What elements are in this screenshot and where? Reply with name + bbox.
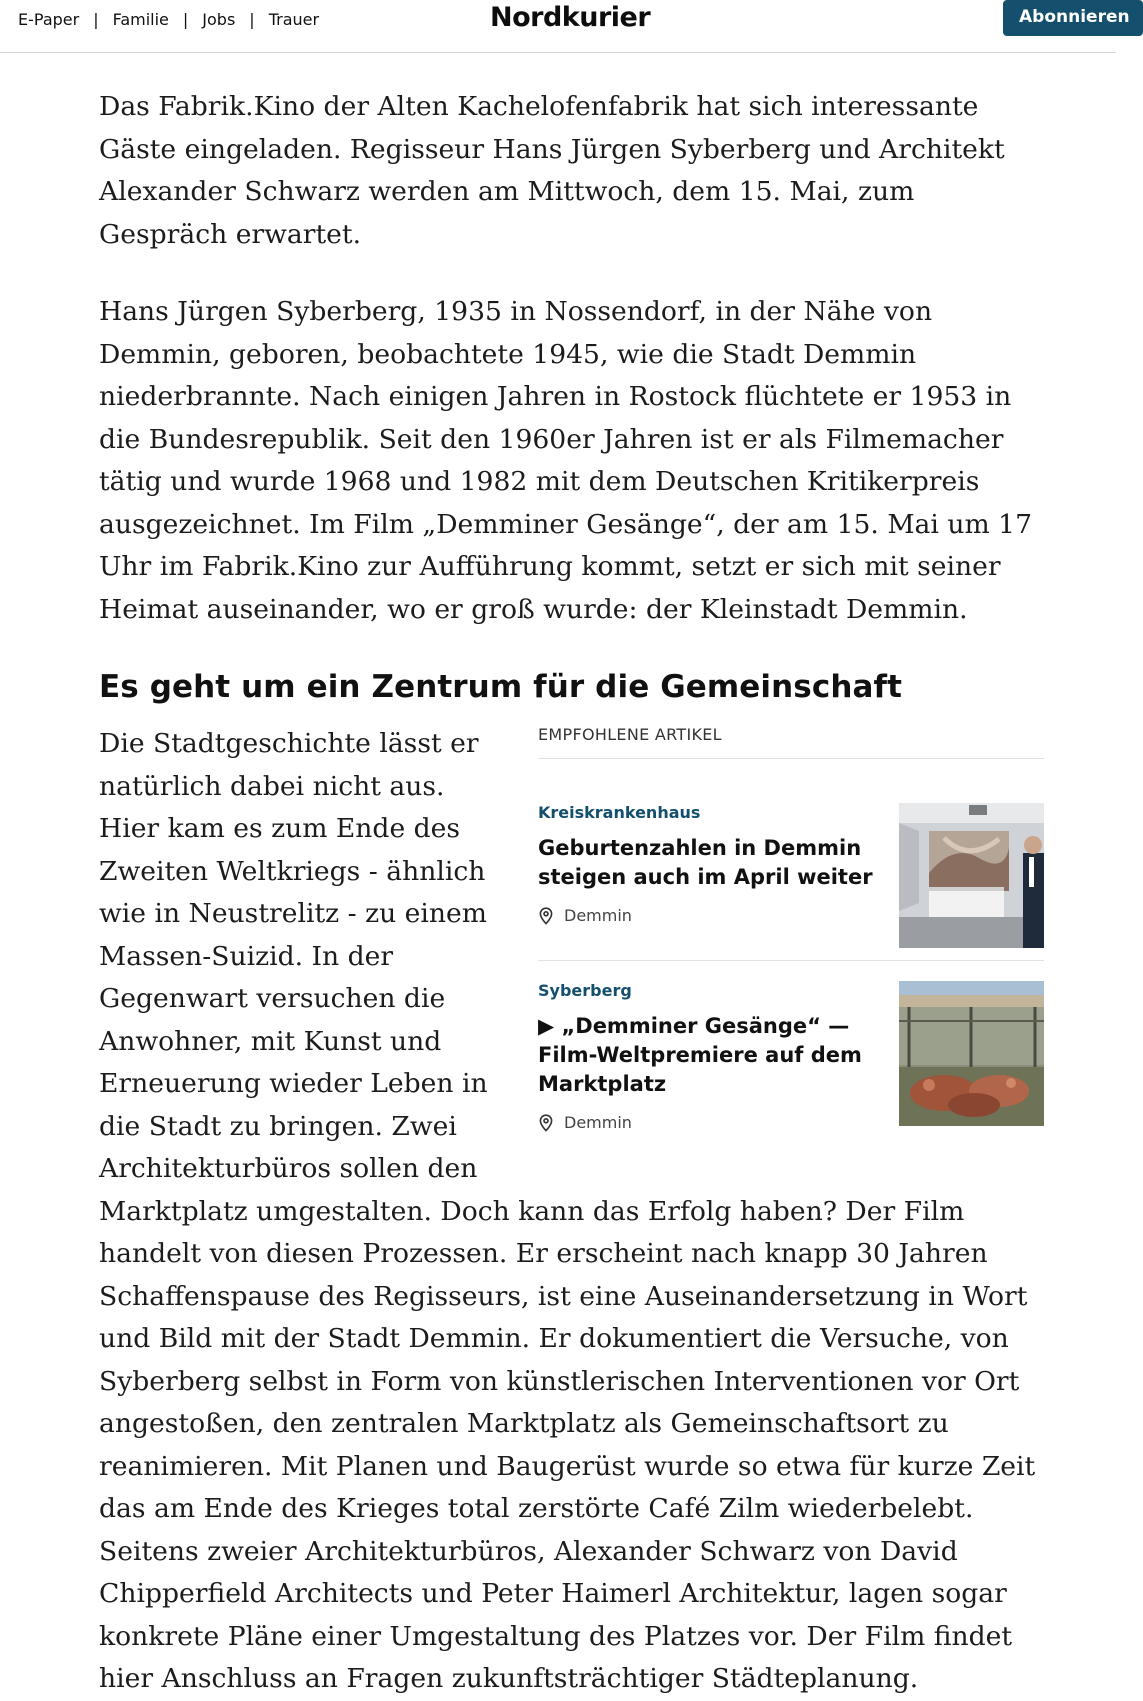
nav-separator: | <box>182 9 189 29</box>
recommended-heading: EMPFOHLENE ARTIKEL <box>538 725 1044 759</box>
nav-link-epaper[interactable]: E-Paper <box>18 9 80 29</box>
article-section <box>99 723 1044 1701</box>
article-paragraph: Hans Jürgen Syberberg, 1935 in Nossendorf, in der Nähe von Demmin, geboren, beobachtete 1945, wie die Stadt Demmin niederbrannte. Nach einigen Jahren in Rostock flüchtete er 1953 in die Bundesrepublik. Seit den 1960er Jahren ist er als Filmemacher tätig und wurde 1968 und 1982 mit dem Deutschen Kritikerpreis ausgezeichnet. Im Film „Demminer Gesänge“, der am 15. Mai um 17 Uhr im Fabrik.Kino zur Aufführung kommt, setzt er sich mit seiner Heimat auseinander, wo er groß wurde: der Kleinstadt Demmin. <box>99 296 1033 625</box>
recommended-item-text <box>538 981 883 1132</box>
marketplace-rubble-photo[interactable] <box>899 981 1044 1126</box>
nav-link-trauer[interactable]: Trauer <box>268 9 320 29</box>
recommended-kicker[interactable]: Syberberg <box>538 981 632 1000</box>
location-pin-icon <box>538 907 554 925</box>
article-paragraph: Das Fabrik.Kino der Alten Kachelofenfabrik hat sich interessante Gäste eingeladen. Regisseur Hans Jürgen Syberberg und Architekt Alexander Schwarz werden am Mittwoch, dem 15. Mai, zum Gespräch erwartet. <box>99 91 1005 250</box>
nav-link-jobs[interactable]: Jobs <box>202 9 236 29</box>
recommended-item[interactable] <box>538 960 1044 1144</box>
recommended-articles <box>538 723 1044 1144</box>
top-nav <box>18 8 319 30</box>
article-body <box>99 86 1044 1701</box>
recommended-title[interactable]: ▶ „Demminer Gesänge“ — Film-Weltpremiere auf dem Marktplatz <box>538 1014 862 1096</box>
recommended-title[interactable]: Geburtenzahlen in Demmin steigen auch im April weiter <box>538 836 873 889</box>
recommended-location-label: Demmin <box>564 1113 632 1132</box>
recommended-kicker[interactable]: Kreiskrankenhaus <box>538 803 701 822</box>
subscribe-button[interactable]: Abonnieren <box>1003 0 1143 36</box>
article-paragraph: Die Stadtgeschichte lässt er natürlich dabei nicht aus. Hier kam es zum Ende des Zweiten Weltkriegs - ähnlich wie in Neustrelitz - zu einem Massen-Suizid. In der Gegenwart versuchen die Anwohner, mit Kunst und Erneuerung wieder Leben in die Stadt zu bringen. Zwei Architekturbüros sollen den Marktplatz umgestalten. Doch kann das Erfolg haben? Der Film handelt von diesen Prozessen. Er erscheint nach knapp 30 Jahren Schaffenspause des Regisseurs, ist eine Auseinandersetzung in Wort und Bild mit der Stadt Demmin. Er dokumentiert die Versuche, von Syberberg selbst in Form von künstlerischen Interventionen vor Ort angestoßen, den zentralen Marktplatz als Gemeinschaftsort zu reanimieren. Mit Planen und Baugerüst wurde so etwa für kurze Zeit das am Ende des Krieges total zerstörte Café Zilm wiederbelebt. Seitens zweier Architekturbüros, Alexander Schwarz von David Chipperfield Architects und Peter Haimerl Architektur, lagen sogar konkrete Pläne einer Umgestaltung des Platzes vor. Der Film findet hier Anschluss an Fragen zukunftsträchtiger Städteplanung. <box>99 728 1036 1694</box>
recommended-item-text <box>538 803 883 948</box>
recommended-item[interactable] <box>538 759 1044 960</box>
hospital-room-photo[interactable] <box>899 803 1044 948</box>
article-subheading: Es geht um ein Zentrum für die Gemeinschaft <box>99 669 903 705</box>
site-logo[interactable]: Nordkurier <box>490 2 651 33</box>
nav-link-familie[interactable]: Familie <box>112 9 169 29</box>
nav-separator: | <box>93 9 99 29</box>
recommended-location-label: Demmin <box>564 906 632 925</box>
recommended-location <box>538 1113 883 1132</box>
nav-separator: | <box>249 9 255 29</box>
recommended-location <box>538 906 883 925</box>
site-header <box>0 0 1130 53</box>
location-pin-icon <box>538 1114 554 1132</box>
